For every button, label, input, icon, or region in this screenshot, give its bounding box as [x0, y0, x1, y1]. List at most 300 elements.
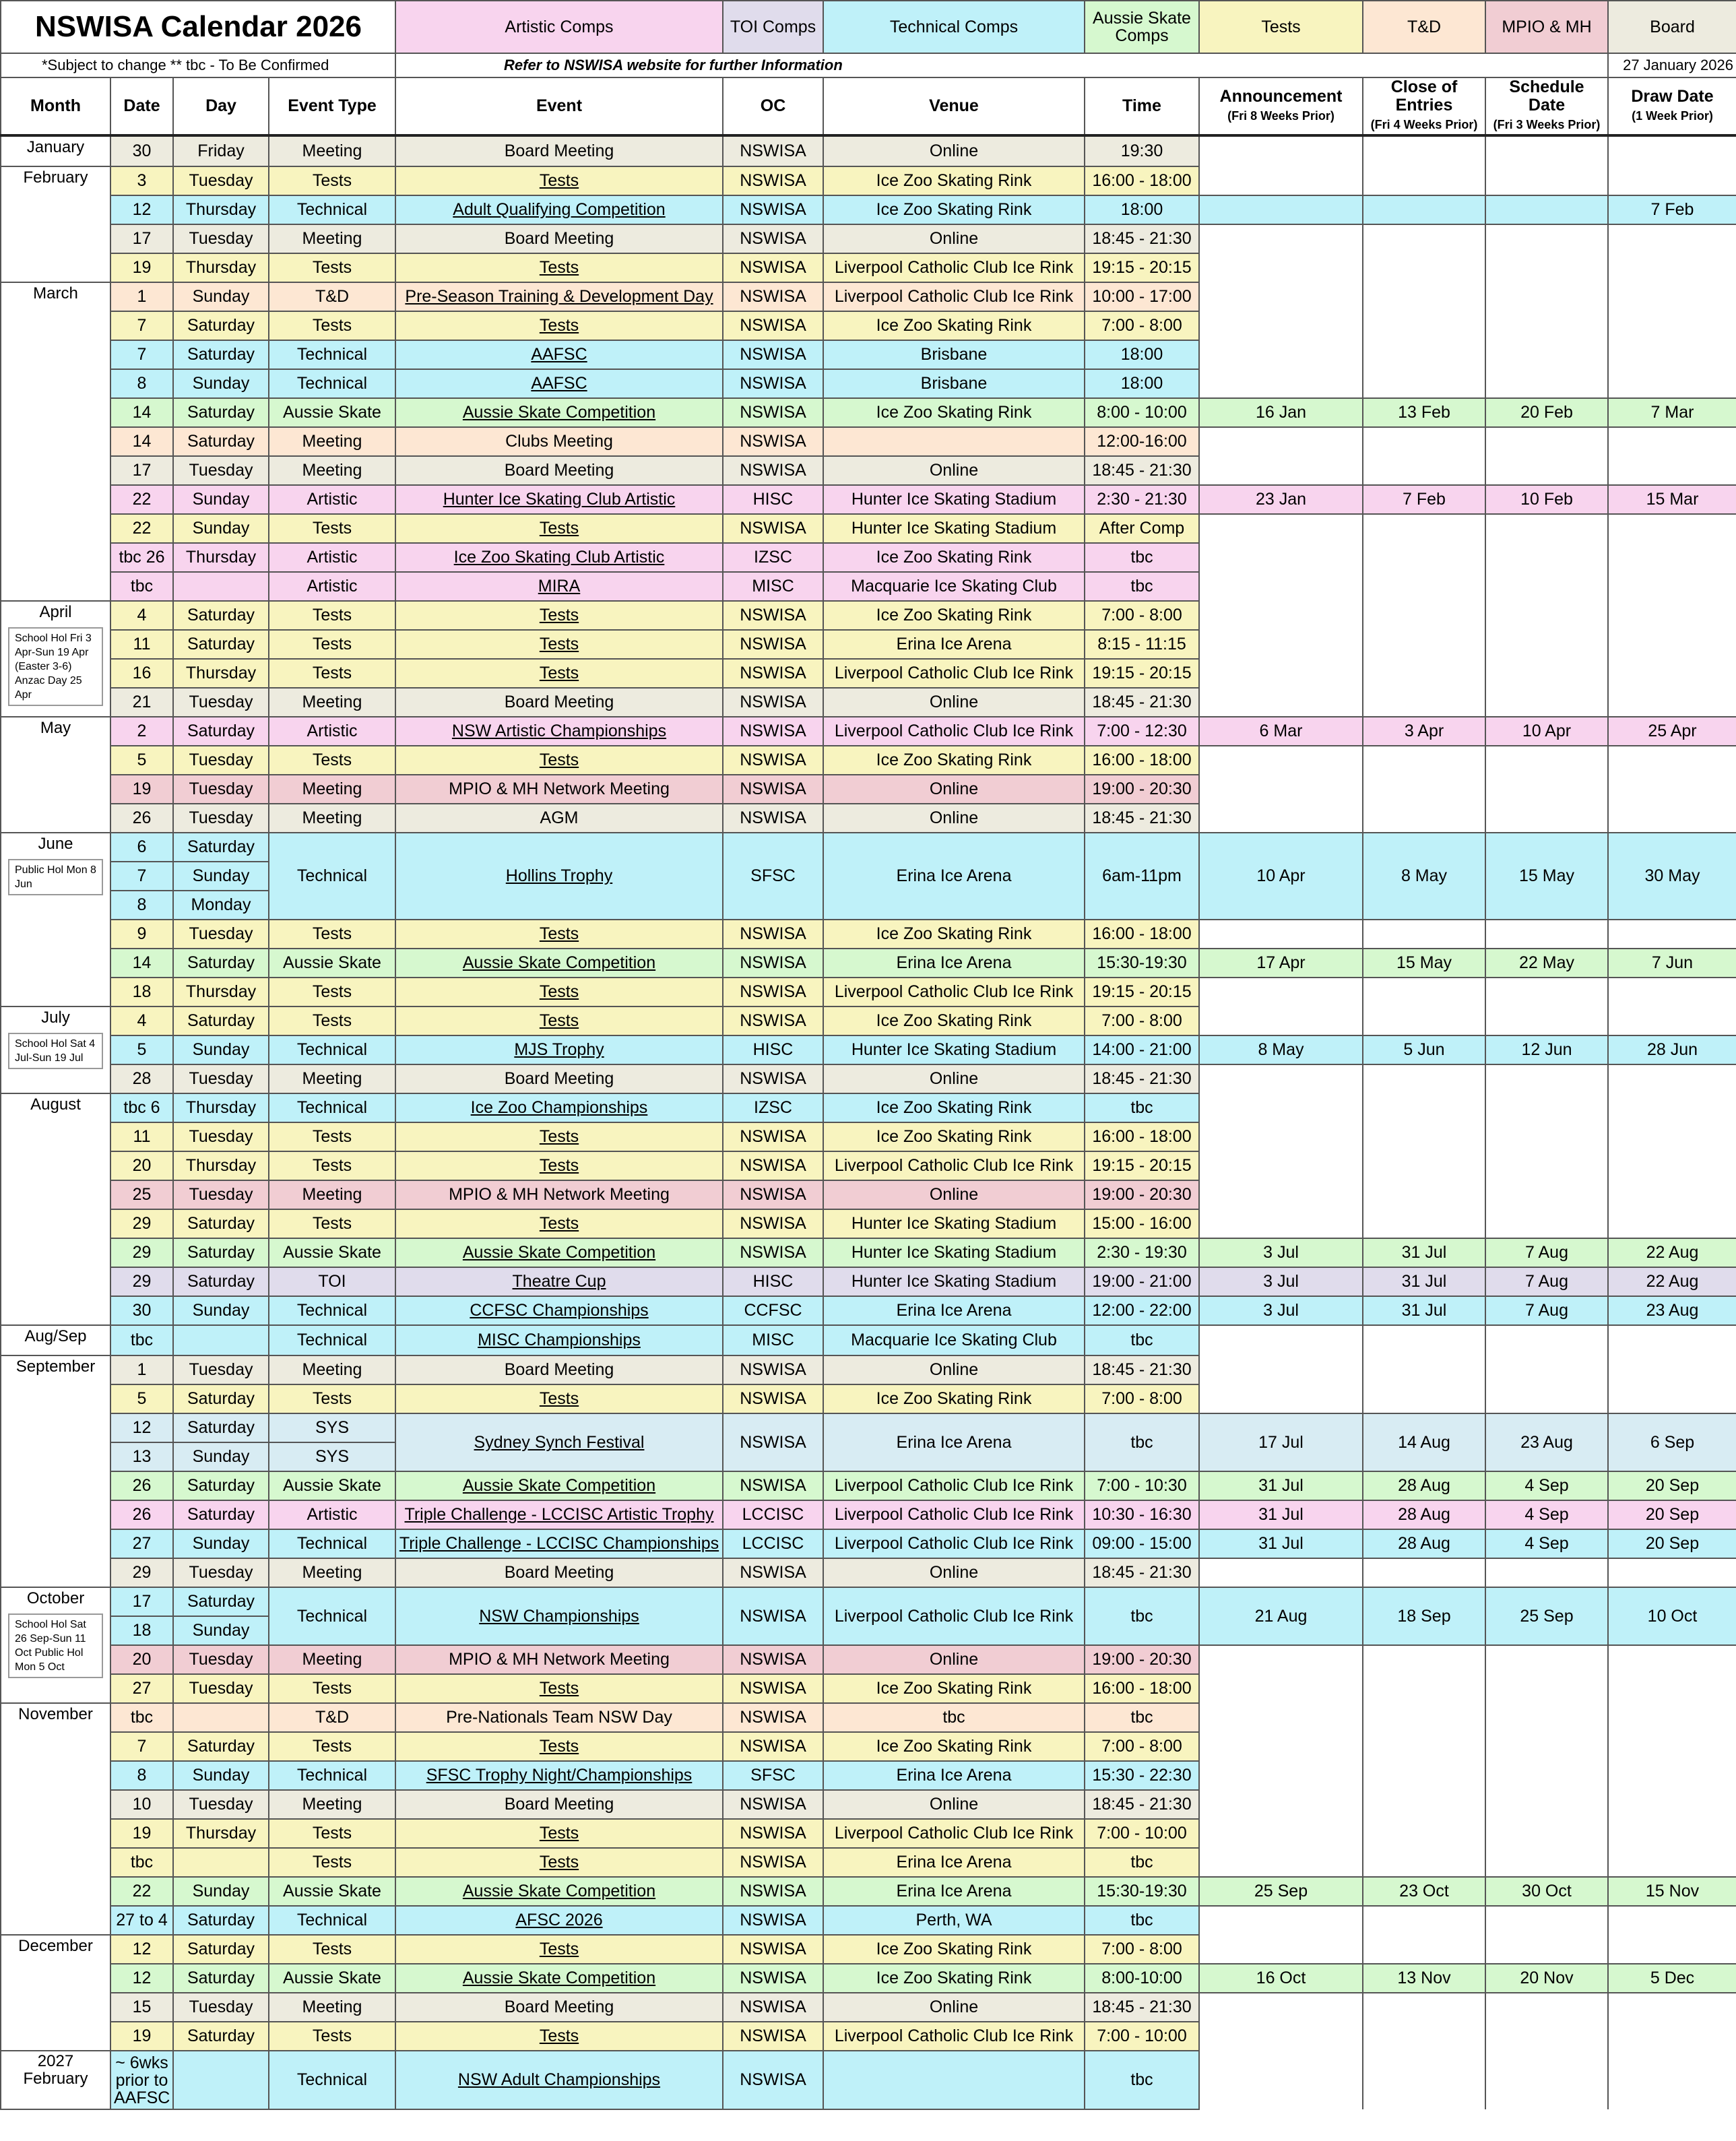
event-cell[interactable]: [395, 1877, 723, 1906]
announcement-cell: [1199, 804, 1363, 833]
close-entries-cell: [1363, 311, 1485, 340]
announcement-cell: [1199, 1180, 1363, 1209]
event-link[interactable]: Tests: [539, 1824, 579, 1843]
event-link[interactable]: AAFSC: [531, 374, 587, 393]
legend-tec: Technical Comps: [823, 1, 1085, 53]
time-cell: 09:00 - 15:00: [1085, 1529, 1199, 1558]
event-link[interactable]: Tests: [539, 316, 579, 335]
event-link[interactable]: Pre-Season Training & Development Day: [405, 287, 713, 306]
time-cell: 15:00 - 16:00: [1085, 1209, 1199, 1238]
event-link[interactable]: CCFSC Championships: [470, 1301, 649, 1320]
type-cell: Technical: [269, 1093, 395, 1122]
event-link[interactable]: Tests: [539, 982, 579, 1001]
time-cell: 15:30 - 22:30: [1085, 1761, 1199, 1790]
event-link[interactable]: Aussie Skate Competition: [462, 1476, 656, 1495]
month-name: September: [15, 1357, 96, 1376]
event-cell[interactable]: [395, 166, 723, 195]
event-link[interactable]: Tests: [539, 2026, 579, 2045]
event-cell[interactable]: [395, 1587, 723, 1645]
event-cell: Board Meeting: [395, 456, 723, 485]
month-name: June: [38, 835, 73, 853]
time-cell: 15:30-19:30: [1085, 1877, 1199, 1906]
event-cell[interactable]: [395, 1238, 723, 1267]
draw-date-cell: [1608, 1645, 1736, 1674]
event-link[interactable]: Ice Zoo Skating Club Artistic: [453, 548, 665, 567]
day-cell: Sunday: [173, 485, 269, 514]
event-cell[interactable]: [395, 1093, 723, 1122]
time-cell: tbc: [1085, 1325, 1199, 1355]
close-entries-cell: [1363, 195, 1485, 224]
type-cell: Technical: [269, 1587, 395, 1645]
close-entries-cell: [1363, 1209, 1485, 1238]
announcement-cell: 16 Jan: [1199, 398, 1363, 427]
close-entries-cell: [1363, 1848, 1485, 1877]
day-cell: Tuesday: [173, 1180, 269, 1209]
time-cell: 19:15 - 20:15: [1085, 1151, 1199, 1180]
event-link[interactable]: Tests: [539, 519, 579, 538]
close-entries-cell: [1363, 1355, 1485, 1384]
event-link[interactable]: MISC Championships: [478, 1331, 641, 1349]
event-cell[interactable]: [395, 1819, 723, 1848]
oc-cell: NSWISA: [723, 717, 823, 746]
day-cell: Thursday: [173, 253, 269, 282]
event-cell[interactable]: [395, 1529, 723, 1558]
event-row: [1, 688, 1736, 717]
close-entries-cell: [1363, 1935, 1485, 1964]
event-cell[interactable]: [395, 1122, 723, 1151]
event-row: [1, 1529, 1736, 1558]
event-link[interactable]: Tests: [539, 635, 579, 653]
close-entries-cell: [1363, 1761, 1485, 1790]
time-cell: 19:00 - 21:00: [1085, 1267, 1199, 1296]
date-cell: 18: [110, 978, 173, 1006]
draw-date-cell: 7 Mar: [1608, 398, 1736, 427]
event-cell[interactable]: [395, 1761, 723, 1790]
event-link[interactable]: Tests: [539, 1737, 579, 1756]
announcement-cell: 3 Jul: [1199, 1296, 1363, 1325]
event-link[interactable]: Triple Challenge - LCCISC Artistic Trophy: [404, 1505, 714, 1524]
announcement-cell: [1199, 1674, 1363, 1703]
close-entries-cell: 7 Feb: [1363, 485, 1485, 514]
draw-date-cell: [1608, 1384, 1736, 1413]
venue-cell: Online: [823, 1790, 1085, 1819]
oc-cell: NSWISA: [723, 1732, 823, 1761]
close-entries-cell: [1363, 1325, 1485, 1355]
event-link[interactable]: MIRA: [538, 577, 581, 596]
event-cell[interactable]: [395, 2022, 723, 2051]
event-cell[interactable]: [395, 1935, 723, 1964]
draw-date-cell: 15 Mar: [1608, 485, 1736, 514]
draw-date-cell: [1608, 978, 1736, 1006]
event-cell[interactable]: [395, 920, 723, 949]
event-cell[interactable]: [395, 717, 723, 746]
oc-cell: NSWISA: [723, 1209, 823, 1238]
event-cell[interactable]: [395, 572, 723, 601]
event-link[interactable]: AFSC 2026: [515, 1911, 603, 1929]
event-link[interactable]: Tests: [539, 1127, 579, 1146]
event-link[interactable]: NSW Artistic Championships: [451, 722, 667, 740]
type-cell: Meeting: [269, 1180, 395, 1209]
event-row: [1, 282, 1736, 311]
type-cell: Meeting: [269, 1355, 395, 1384]
event-row: [1, 514, 1736, 543]
event-cell[interactable]: [395, 1325, 723, 1355]
event-link[interactable]: Sydney Synch Festival: [474, 1432, 645, 1452]
draw-date-cell: [1608, 311, 1736, 340]
close-entries-cell: [1363, 543, 1485, 572]
event-cell: Board Meeting: [395, 1355, 723, 1384]
type-cell: Aussie Skate: [269, 1964, 395, 1993]
type-cell: Aussie Skate: [269, 1238, 395, 1267]
close-entries-cell: [1363, 688, 1485, 717]
event-link[interactable]: Tests: [539, 606, 579, 625]
announcement-cell: 23 Jan: [1199, 485, 1363, 514]
draw-date-cell: [1608, 1209, 1736, 1238]
month-label: [1, 166, 110, 282]
day-cell: Thursday: [173, 195, 269, 224]
type-cell: Aussie Skate: [269, 1877, 395, 1906]
event-link[interactable]: Tests: [539, 750, 579, 769]
date-cell: 12: [110, 1935, 173, 1964]
announcement-cell: [1199, 340, 1363, 369]
schedule-date-cell: [1485, 1645, 1608, 1674]
legend-aus: Aussie Skate Comps: [1085, 1, 1199, 53]
draw-date-cell: [1608, 1761, 1736, 1790]
announcement-cell: [1199, 1122, 1363, 1151]
event-link[interactable]: Triple Challenge - LCCISC Championships: [399, 1534, 719, 1553]
schedule-date-cell: 10 Feb: [1485, 485, 1608, 514]
draw-date-cell: [1608, 456, 1736, 485]
event-link[interactable]: Tests: [539, 1940, 579, 1958]
venue-cell: Ice Zoo Skating Rink: [823, 195, 1085, 224]
close-entries-cell: [1363, 1906, 1485, 1935]
date-cell: 7: [110, 1732, 173, 1761]
venue-cell: Liverpool Catholic Club Ice Rink: [823, 2022, 1085, 2051]
col-date: Date: [110, 77, 173, 135]
event-link[interactable]: Hollins Trophy: [505, 866, 613, 885]
venue-cell: Liverpool Catholic Club Ice Rink: [823, 978, 1085, 1006]
event-cell: Board Meeting: [395, 1993, 723, 2022]
date-cell: 14: [110, 949, 173, 978]
type-cell: Technical: [269, 195, 395, 224]
event-cell[interactable]: [395, 1906, 723, 1935]
time-cell: tbc: [1085, 1587, 1199, 1645]
date-cell: 11: [110, 630, 173, 659]
event-cell[interactable]: [395, 1674, 723, 1703]
venue-cell: Erina Ice Arena: [823, 949, 1085, 978]
event-cell[interactable]: [395, 485, 723, 514]
announcement-cell: [1199, 1935, 1363, 1964]
type-cell: Meeting: [269, 1993, 395, 2022]
draw-date-cell: [1608, 746, 1736, 775]
event-cell[interactable]: [395, 978, 723, 1006]
announcement-cell: [1199, 369, 1363, 398]
close-entries-cell: [1363, 1180, 1485, 1209]
event-cell[interactable]: [395, 601, 723, 630]
event-cell: Board Meeting: [395, 688, 723, 717]
close-entries-cell: 13 Feb: [1363, 398, 1485, 427]
venue-cell: Macquarie Ice Skating Club: [823, 1325, 1085, 1355]
day-cell: Tuesday: [173, 804, 269, 833]
event-row: [1, 659, 1736, 688]
event-link[interactable]: Aussie Skate Competition: [462, 403, 656, 422]
announcement-cell: [1199, 195, 1363, 224]
schedule-date-cell: 30 Oct: [1485, 1877, 1608, 1906]
event-row: [1, 2051, 1736, 2109]
event-cell[interactable]: [395, 2051, 723, 2109]
col-oc: OC: [723, 77, 823, 135]
event-cell[interactable]: [395, 630, 723, 659]
announcement-cell: [1199, 282, 1363, 311]
event-cell[interactable]: [395, 1848, 723, 1877]
draw-date-cell: [1608, 804, 1736, 833]
legend-row: [1, 1, 1736, 53]
schedule-date-cell: [1485, 1703, 1608, 1732]
draw-date-cell: [1608, 543, 1736, 572]
date-cell: tbc: [110, 1848, 173, 1877]
venue-cell: Online: [823, 224, 1085, 253]
event-link[interactable]: Tests: [539, 171, 579, 190]
event-cell[interactable]: [395, 1296, 723, 1325]
venue-cell: Hunter Ice Skating Stadium: [823, 514, 1085, 543]
schedule-date-cell: [1485, 1993, 1608, 2022]
event-link[interactable]: Aussie Skate Competition: [462, 1243, 656, 1262]
time-cell: 19:00 - 20:30: [1085, 775, 1199, 804]
event-link[interactable]: NSW Adult Championships: [457, 2070, 661, 2089]
event-row: [1, 543, 1736, 572]
time-cell: 14:00 - 21:00: [1085, 1035, 1199, 1064]
event-link[interactable]: Theatre Cup: [512, 1272, 606, 1291]
event-cell[interactable]: [395, 311, 723, 340]
event-link[interactable]: Tests: [539, 664, 579, 682]
venue-cell: Hunter Ice Skating Stadium: [823, 1035, 1085, 1064]
legend-brd: Board: [1608, 1, 1736, 53]
time-cell: 18:45 - 21:30: [1085, 224, 1199, 253]
close-entries-cell: [1363, 514, 1485, 543]
type-cell: Tests: [269, 1151, 395, 1180]
event-cell: Board Meeting: [395, 224, 723, 253]
day-cell: Sunday: [173, 1529, 269, 1558]
oc-cell: NSWISA: [723, 688, 823, 717]
date-cell: tbc 26: [110, 543, 173, 572]
schedule-date-cell: [1485, 195, 1608, 224]
time-cell: 18:45 - 21:30: [1085, 688, 1199, 717]
event-link[interactable]: Tests: [539, 1011, 579, 1030]
day-cell: Saturday: [173, 1006, 269, 1035]
close-entries-cell: 18 Sep: [1363, 1587, 1485, 1645]
event-link[interactable]: Tests: [539, 258, 579, 277]
event-cell[interactable]: [395, 543, 723, 572]
event-link[interactable]: Tests: [539, 924, 579, 943]
event-row: [1, 1703, 1736, 1732]
time-cell: tbc: [1085, 1413, 1199, 1471]
event-link[interactable]: Aussie Skate Competition: [462, 953, 656, 972]
event-row: [1, 1413, 1736, 1442]
event-link[interactable]: NSW Championships: [479, 1606, 639, 1626]
time-cell: 18:45 - 21:30: [1085, 1993, 1199, 2022]
event-link[interactable]: Tests: [539, 1679, 579, 1698]
oc-cell: NSWISA: [723, 949, 823, 978]
event-link[interactable]: Tests: [539, 1156, 579, 1175]
date-cell: 25: [110, 1180, 173, 1209]
type-cell: Tests: [269, 1819, 395, 1848]
event-cell[interactable]: [395, 746, 723, 775]
month-label: [1, 1935, 110, 2051]
event-cell: Board Meeting: [395, 135, 723, 166]
event-cell[interactable]: [395, 1267, 723, 1296]
day-cell: Sunday: [173, 1616, 269, 1645]
event-cell[interactable]: [395, 1413, 723, 1471]
announcement-cell: [1199, 456, 1363, 485]
oc-cell: NSWISA: [723, 775, 823, 804]
event-link[interactable]: Ice Zoo Championships: [470, 1098, 648, 1117]
event-link[interactable]: Tests: [539, 1853, 579, 1872]
time-cell: 19:15 - 20:15: [1085, 659, 1199, 688]
event-cell[interactable]: [395, 833, 723, 920]
close-entries-cell: [1363, 2022, 1485, 2051]
event-row: [1, 920, 1736, 949]
announcement-cell: [1199, 1732, 1363, 1761]
day-cell: Sunday: [173, 282, 269, 311]
event-row: [1, 1093, 1736, 1122]
date-cell: 4: [110, 1006, 173, 1035]
event-cell[interactable]: [395, 340, 723, 369]
event-link[interactable]: Tests: [539, 1214, 579, 1233]
day-cell: Tuesday: [173, 688, 269, 717]
time-cell: 7:00 - 8:00: [1085, 1384, 1199, 1413]
venue-cell: Liverpool Catholic Club Ice Rink: [823, 1587, 1085, 1645]
close-entries-cell: 23 Oct: [1363, 1877, 1485, 1906]
event-cell[interactable]: [395, 1732, 723, 1761]
event-row: [1, 398, 1736, 427]
close-entries-cell: [1363, 427, 1485, 456]
close-entries-cell: [1363, 2051, 1485, 2109]
venue-cell: Hunter Ice Skating Stadium: [823, 1209, 1085, 1238]
event-cell[interactable]: [395, 1500, 723, 1529]
event-link[interactable]: Aussie Skate Competition: [462, 1882, 656, 1900]
close-entries-cell: [1363, 456, 1485, 485]
close-entries-cell: [1363, 1093, 1485, 1122]
time-cell: 2:30 - 19:30: [1085, 1238, 1199, 1267]
day-cell: Tuesday: [173, 746, 269, 775]
type-cell: Tests: [269, 1732, 395, 1761]
day-cell: Saturday: [173, 1732, 269, 1761]
event-link[interactable]: SFSC Trophy Night/Championships: [426, 1766, 693, 1785]
announcement-cell: [1199, 1325, 1363, 1355]
date-cell: 8: [110, 369, 173, 398]
date-cell: 15: [110, 1993, 173, 2022]
venue-cell: Ice Zoo Skating Rink: [823, 746, 1085, 775]
oc-cell: NSWISA: [723, 195, 823, 224]
event-cell[interactable]: [395, 1471, 723, 1500]
draw-date-cell: 5 Dec: [1608, 1964, 1736, 1993]
type-cell: TOI: [269, 1267, 395, 1296]
type-cell: Aussie Skate: [269, 949, 395, 978]
event-cell[interactable]: [395, 369, 723, 398]
date-cell: 27: [110, 1674, 173, 1703]
day-cell: Sunday: [173, 862, 269, 891]
event-cell[interactable]: [395, 1151, 723, 1180]
time-cell: tbc: [1085, 1093, 1199, 1122]
day-cell: Saturday: [173, 1906, 269, 1935]
oc-cell: NSWISA: [723, 1964, 823, 1993]
time-cell: 19:00 - 20:30: [1085, 1645, 1199, 1674]
schedule-date-cell: 20 Nov: [1485, 1964, 1608, 1993]
event-cell[interactable]: [395, 949, 723, 978]
announcement-cell: [1199, 427, 1363, 456]
event-row: [1, 1238, 1736, 1267]
day-cell: Sunday: [173, 514, 269, 543]
event-cell[interactable]: [395, 1035, 723, 1064]
date-cell: 26: [110, 804, 173, 833]
date-cell: 12: [110, 195, 173, 224]
event-link[interactable]: Hunter Ice Skating Club Artistic: [443, 490, 676, 509]
event-cell[interactable]: [395, 1006, 723, 1035]
day-cell: Saturday: [173, 1587, 269, 1616]
oc-cell: NSWISA: [723, 369, 823, 398]
event-cell[interactable]: [395, 253, 723, 282]
type-cell: Meeting: [269, 456, 395, 485]
event-row: [1, 978, 1736, 1006]
event-link[interactable]: Aussie Skate Competition: [462, 1969, 656, 1987]
close-entries-cell: 31 Jul: [1363, 1296, 1485, 1325]
draw-date-cell: [1608, 1558, 1736, 1587]
event-cell: MPIO & MH Network Meeting: [395, 1180, 723, 1209]
event-cell[interactable]: [395, 659, 723, 688]
event-cell[interactable]: [395, 398, 723, 427]
day-cell: [173, 1848, 269, 1877]
date-cell: 30: [110, 135, 173, 166]
event-row: [1, 135, 1736, 166]
time-cell: tbc: [1085, 1906, 1199, 1935]
event-row: [1, 1964, 1736, 1993]
draw-date-cell: [1608, 920, 1736, 949]
event-cell[interactable]: [395, 282, 723, 311]
event-link[interactable]: Tests: [539, 1389, 579, 1408]
oc-cell: NSWISA: [723, 1993, 823, 2022]
oc-cell: NSWISA: [723, 1703, 823, 1732]
venue-cell: Perth, WA: [823, 1906, 1085, 1935]
event-row: [1, 1006, 1736, 1035]
venue-cell: Hunter Ice Skating Stadium: [823, 485, 1085, 514]
event-link[interactable]: Adult Qualifying Competition: [453, 200, 666, 219]
type-cell: Artistic: [269, 572, 395, 601]
type-cell: SYS: [269, 1442, 395, 1471]
close-entries-cell: 14 Aug: [1363, 1413, 1485, 1471]
draw-date-cell: 20 Sep: [1608, 1500, 1736, 1529]
draw-date-cell: [1608, 369, 1736, 398]
day-cell: [173, 2051, 269, 2109]
event-cell[interactable]: [395, 1209, 723, 1238]
oc-cell: NSWISA: [723, 282, 823, 311]
draw-date-cell: 20 Sep: [1608, 1529, 1736, 1558]
event-cell[interactable]: [395, 1964, 723, 1993]
draw-date-cell: [1608, 1790, 1736, 1819]
event-cell[interactable]: [395, 195, 723, 224]
event-link[interactable]: AAFSC: [531, 345, 587, 364]
type-cell: Tests: [269, 1209, 395, 1238]
event-link[interactable]: MJS Trophy: [514, 1040, 604, 1059]
event-cell[interactable]: [395, 1384, 723, 1413]
type-cell: Tests: [269, 746, 395, 775]
month-label: [1, 2051, 110, 2109]
event-cell[interactable]: [395, 514, 723, 543]
date-cell: 28: [110, 1064, 173, 1093]
venue-cell: Ice Zoo Skating Rink: [823, 398, 1085, 427]
event-row: [1, 1209, 1736, 1238]
type-cell: Tests: [269, 1122, 395, 1151]
time-cell: 7:00 - 8:00: [1085, 1006, 1199, 1035]
